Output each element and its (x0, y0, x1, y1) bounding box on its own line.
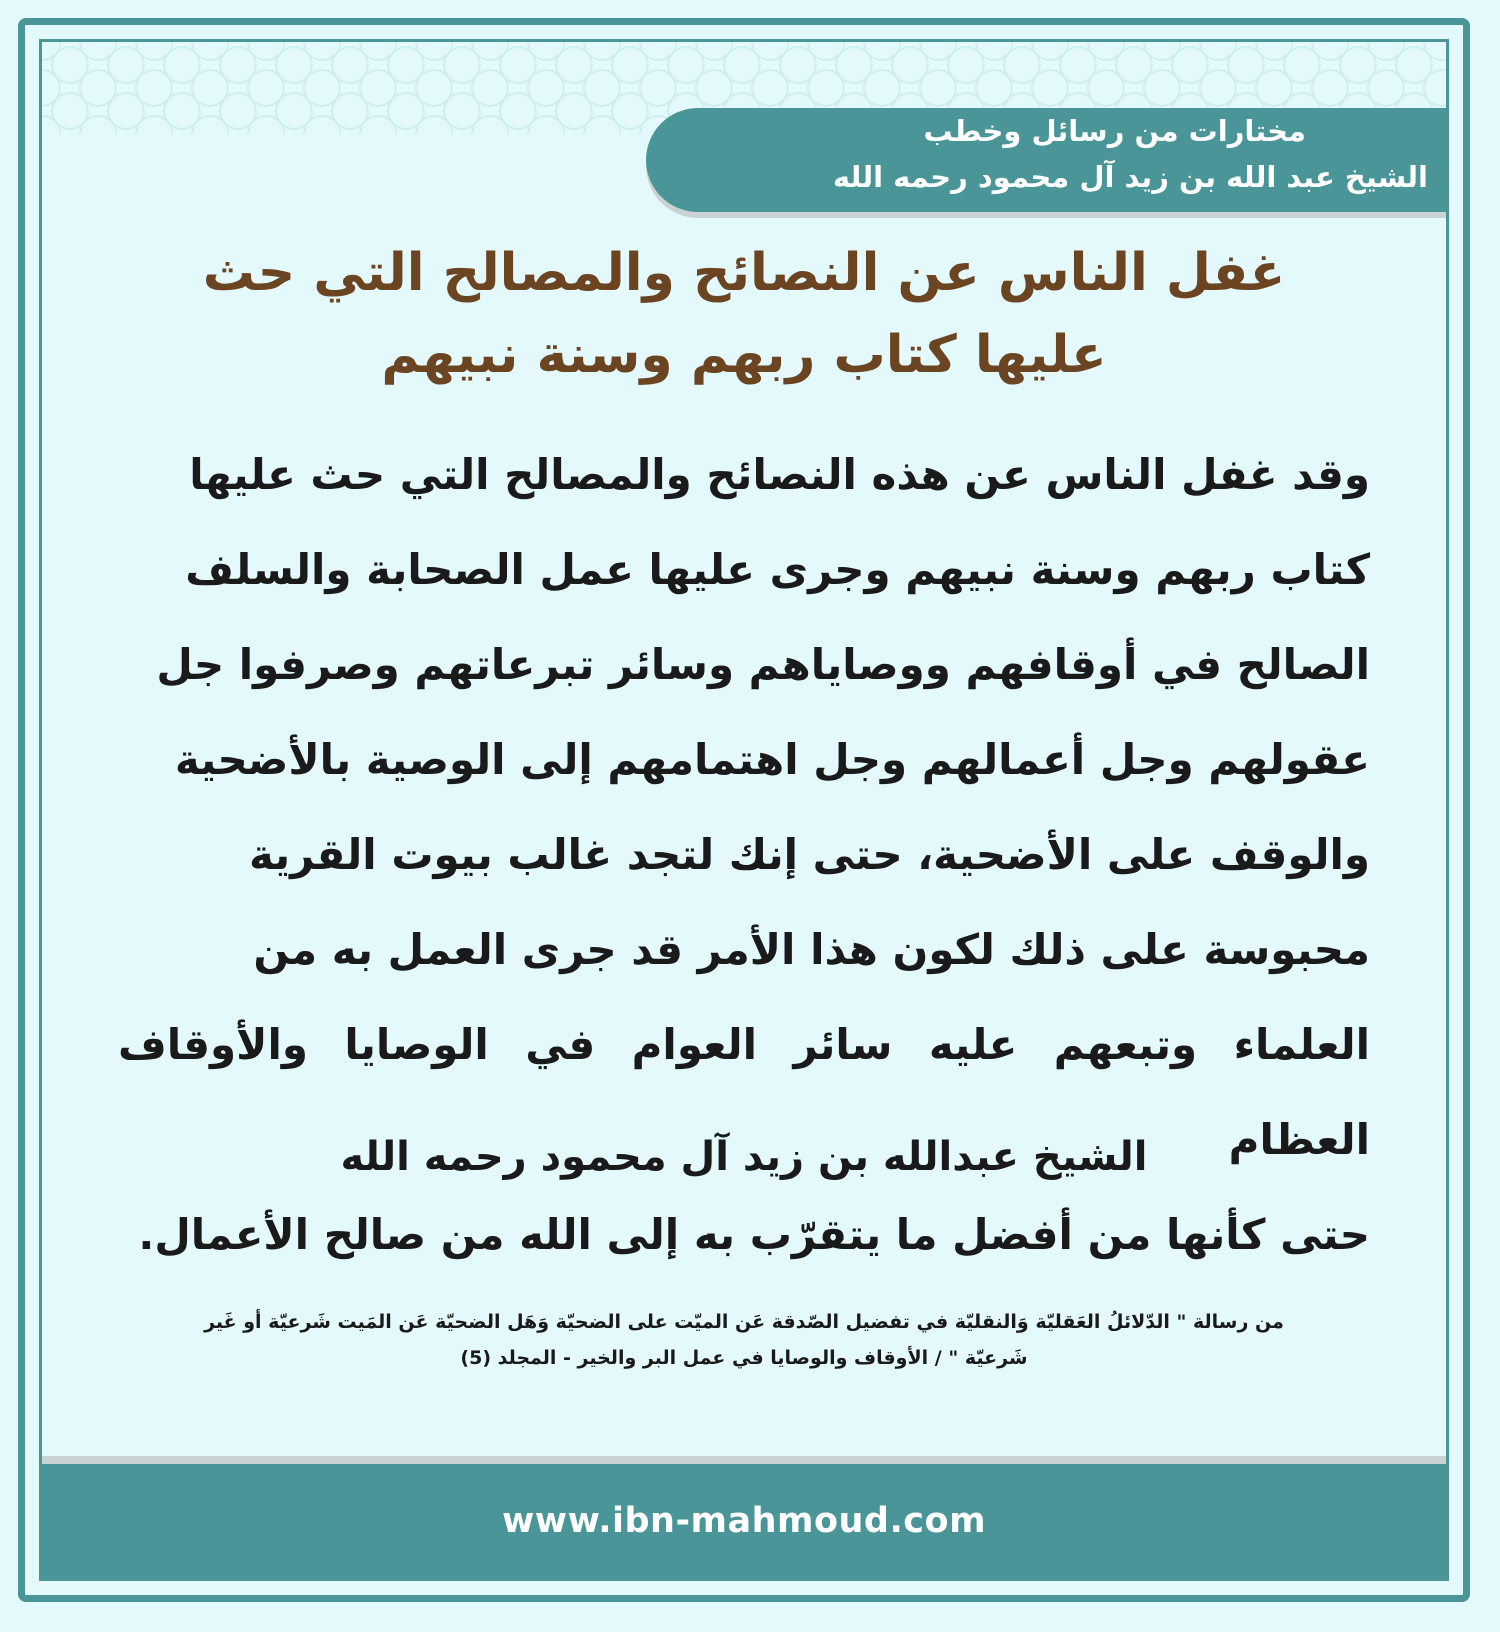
author-signature: الشيخ عبدالله بن زيد آل محمود رحمه الله (340, 1134, 1148, 1180)
body-line: العلماء وتبعهم عليه سائر العوام في الوصايا والأوقاف العظام (118, 1020, 1370, 1164)
body-line: الصالح في أوقافهم ووصاياهم وسائر تبرعاتهم وصرفوا جل (156, 640, 1370, 689)
title-line-1: غفل الناس عن النصائح والمصالح التي حث (202, 243, 1286, 303)
source-line-1: من رسالة " الدّلائلُ العَقليّة وَالنقليّة في تفضيل الصّدقة عَن الميّت على الضحيّة وَهَل الضحيّة عَن المَيت شَرعيّة أو غَير (204, 1311, 1284, 1333)
body-line: عقولهم وجل أعمالهم وجل اهتمامهم إلى الوصية بالأضحية (174, 735, 1370, 784)
footer-bar (42, 1464, 1446, 1578)
header-banner (646, 108, 1446, 212)
body-line: والوقف على الأضحية، حتى إنك لتجد غالب بيوت القرية (248, 830, 1370, 879)
title-line-2: عليها كتاب ربهم وسنة نبيهم (381, 325, 1107, 385)
website-link[interactable]: www.ibn-mahmoud.com (501, 1501, 987, 1541)
header-author-name: الشيخ عبد الله بن زيد آل محمود رحمه الله (832, 160, 1428, 194)
outer-frame (18, 18, 1470, 1602)
body-line: محبوسة على ذلك لكون هذا الأمر قد جرى العمل به من (253, 925, 1370, 974)
page-title (122, 232, 1366, 396)
source-line-2: شَرعيّة " / الأوقاف والوصايا في عمل البر والخير - المجلد (5) (460, 1347, 1028, 1369)
body-line: كتاب ربهم وسنة نبيهم وجرى عليها عمل الصحابة والسلف (185, 545, 1370, 594)
body-line: حتى كأنها من أفضل ما يتقرّب به إلى الله من صالح الأعمال. (138, 1210, 1370, 1259)
header-series-title: مختارات من رسائل وخطب (923, 114, 1306, 148)
body-line: وقد غفل الناس عن هذه النصائح والمصالح التي حث عليها (189, 450, 1370, 499)
inner-frame (39, 39, 1449, 1581)
source-citation (132, 1304, 1356, 1376)
